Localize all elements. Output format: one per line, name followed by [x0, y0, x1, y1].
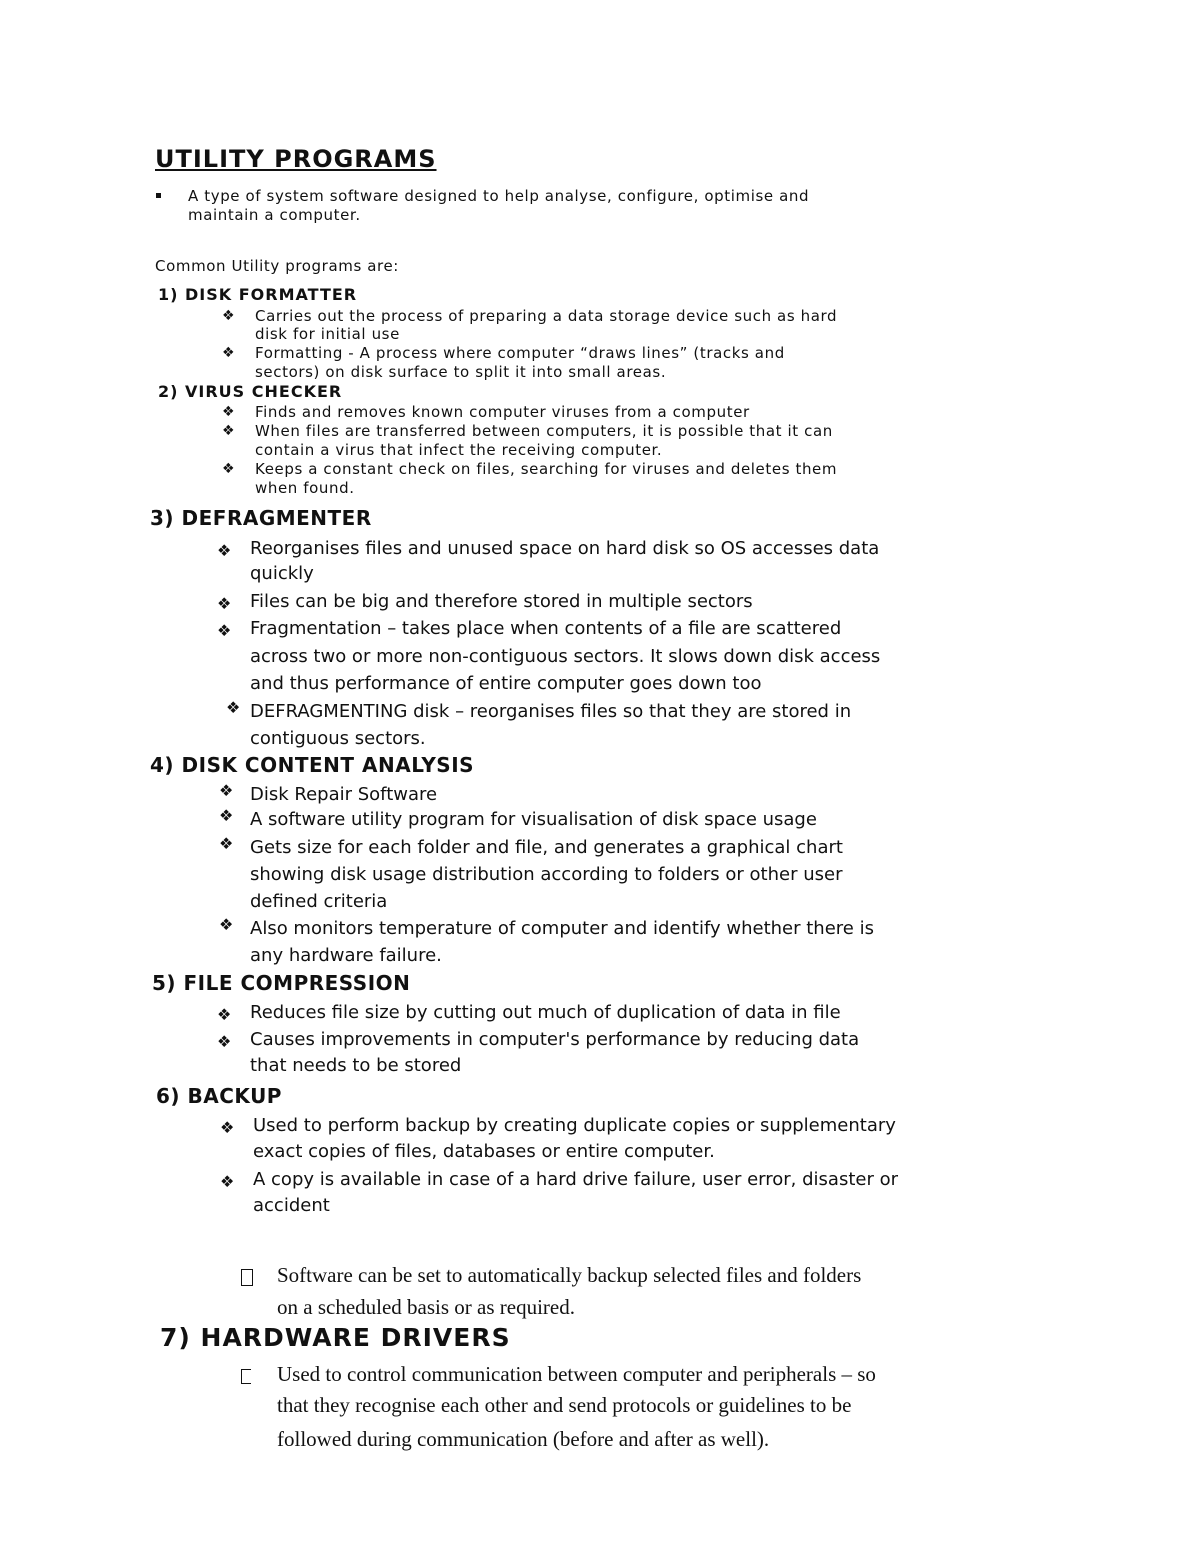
diamond-bullet-icon: ❖ [220, 1118, 235, 1137]
diamond-bullet-icon: ❖ [219, 834, 234, 853]
list-item-text: Reorganises files and unused space on hard disk so OS accesses data [250, 538, 880, 559]
diamond-bullet-icon: ❖ [219, 781, 234, 800]
list-item-text: showing disk usage distribution according to folders or other user [250, 864, 843, 885]
section-heading-backup: 6) BACKUP [156, 1084, 282, 1108]
diamond-bullet-icon: ❖ [222, 308, 235, 324]
list-item-text: Finds and removes known computer viruses from a computer [255, 403, 750, 421]
diamond-bullet-icon: ❖ [222, 423, 235, 439]
list-item-text: Also monitors temperature of computer and identify whether there is [250, 918, 874, 939]
list-item-text: sectors) on disk surface to split it into small areas. [255, 363, 667, 381]
list-item-text: Formatting - A process where computer “draws lines” (tracks and [255, 344, 785, 362]
list-item-text: and thus performance of entire computer goes down too [250, 673, 762, 694]
diamond-bullet-icon: ❖ [219, 806, 234, 825]
list-item-text: on a scheduled basis or as required. [277, 1295, 575, 1319]
page-title: UTILITY PROGRAMS [155, 145, 437, 173]
list-item-text: Carries out the process of preparing a data storage device such as hard [255, 307, 838, 325]
diamond-bullet-icon: ❖ [222, 461, 235, 477]
list-item-text: DEFRAGMENTING disk – reorganises files so that they are stored in [250, 701, 852, 722]
list-item-text: Reduces file size by cutting out much of duplication of data in file [250, 1002, 841, 1023]
diamond-bullet-icon: ❖ [220, 1172, 235, 1191]
list-item-text: Files can be big and therefore stored in multiple sectors [250, 591, 753, 612]
diamond-bullet-icon: ❖ [222, 404, 235, 420]
list-item-text: Causes improvements in computer's performance by reducing data [250, 1029, 860, 1050]
list-item-text: exact copies of files, databases or entire computer. [253, 1141, 715, 1162]
diamond-bullet-icon: ❖ [217, 1005, 232, 1024]
section-heading-file-compression: 5) FILE COMPRESSION [152, 971, 411, 995]
section-heading-hardware-drivers: 7) HARDWARE DRIVERS [160, 1323, 511, 1352]
diamond-bullet-icon: ❖ [217, 1032, 232, 1051]
diamond-bullet-icon: ❖ [226, 698, 241, 717]
diamond-bullet-icon: ❖ [217, 541, 232, 560]
diamond-bullet-icon: ❖ [219, 915, 234, 934]
list-item-text: A software utility program for visualisation of disk space usage [250, 809, 817, 830]
list-item-text: quickly [250, 563, 314, 584]
diamond-bullet-icon: ❖ [217, 621, 232, 640]
list-item-text: contiguous sectors. [250, 728, 426, 749]
intro-line-1: A type of system software designed to help analyse, configure, optimise and [188, 187, 810, 205]
list-item-text: Fragmentation – takes place when contents of a file are scattered [250, 618, 842, 639]
list-item-text: A copy is available in case of a hard drive failure, user error, disaster or [253, 1169, 898, 1190]
intro-line-2: maintain a computer. [188, 206, 361, 224]
square-bullet-icon [156, 193, 161, 198]
list-item-text: when found. [255, 479, 355, 497]
list-item-text: disk for initial use [255, 325, 400, 343]
list-item-text: Disk Repair Software [250, 784, 438, 805]
missing-glyph-box-icon [241, 1269, 253, 1286]
list-item-text: followed during communication (before and after as well). [277, 1427, 770, 1451]
list-item-text: that needs to be stored [250, 1055, 462, 1076]
section-heading-disk-formatter: 1) DISK FORMATTER [158, 285, 358, 304]
list-item-text: that they recognise each other and send protocols or guidelines to be [277, 1393, 852, 1417]
list-item-text: accident [253, 1195, 330, 1216]
section-heading-defragmenter: 3) DEFRAGMENTER [150, 506, 372, 530]
list-item-text: Gets size for each folder and file, and generates a graphical chart [250, 837, 843, 858]
diamond-bullet-icon: ❖ [222, 345, 235, 361]
list-item-text: contain a virus that infect the receiving computer. [255, 441, 663, 459]
section-heading-virus-checker: 2) VIRUS CHECKER [158, 382, 343, 401]
section-heading-disk-content-analysis: 4) DISK CONTENT ANALYSIS [150, 753, 475, 777]
missing-glyph-box-icon [241, 1369, 251, 1384]
list-item-text: defined criteria [250, 891, 388, 912]
list-item-text: Software can be set to automatically backup selected files and folders [277, 1263, 862, 1287]
list-item-text: Used to control communication between computer and peripherals – so [277, 1362, 876, 1386]
list-item-text: Keeps a constant check on files, searching for viruses and deletes them [255, 460, 838, 478]
common-programs-label: Common Utility programs are: [155, 257, 399, 275]
list-item-text: across two or more non-contiguous sectors. It slows down disk access [250, 646, 881, 667]
diamond-bullet-icon: ❖ [217, 594, 232, 613]
list-item-text: When files are transferred between computers, it is possible that it can [255, 422, 833, 440]
list-item-text: any hardware failure. [250, 945, 442, 966]
list-item-text: Used to perform backup by creating duplicate copies or supplementary [253, 1115, 896, 1136]
